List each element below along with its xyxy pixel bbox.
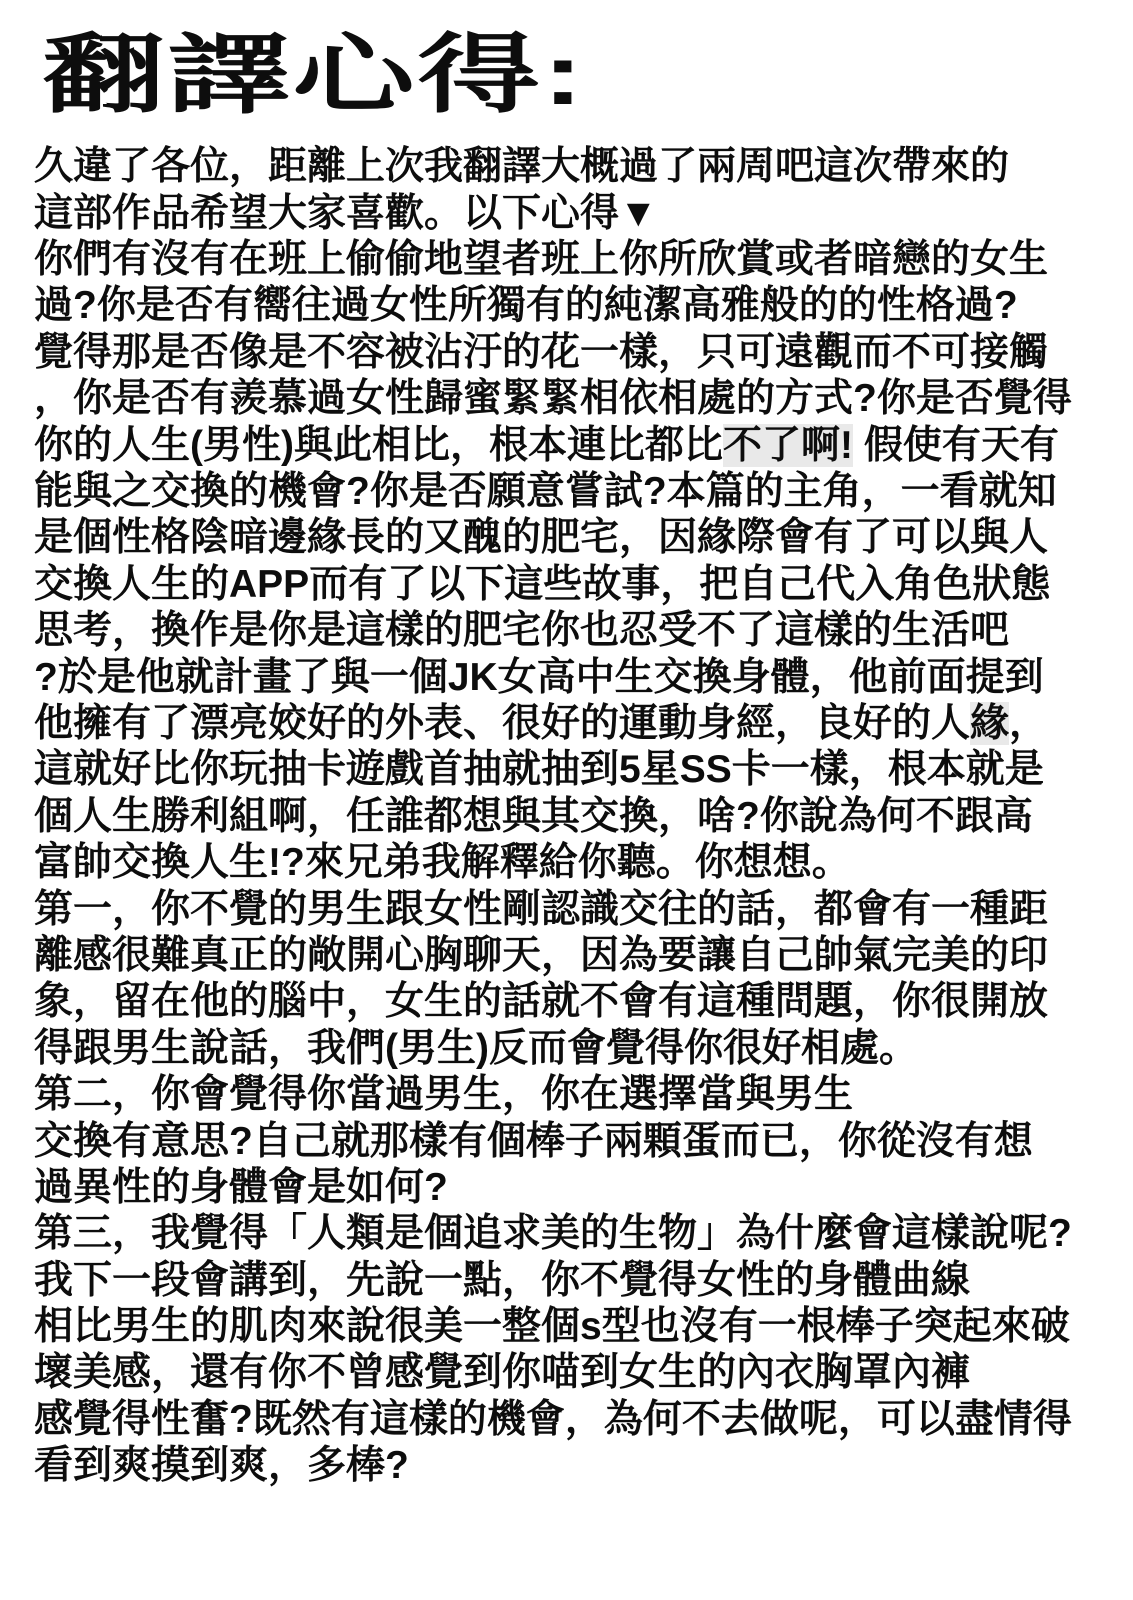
text-line [34, 423, 1133, 469]
text-segment: 壞美感，還有你不曾感覺到你喵到女生的內衣胸罩內褲 [34, 1351, 971, 1395]
text-segment: 交換人生的APP而有了以下這些故事，把自己代入角色狀態 [34, 562, 1051, 606]
text-line [34, 1350, 1133, 1396]
text-segment: 思考，換作是你是這樣的肥宅你也忍受不了這樣的生活吧 [34, 609, 1010, 653]
text-line [34, 562, 1133, 608]
text-line [34, 515, 1133, 561]
text-segment: 象，留在他的腦中，女生的話就不會有這種問題，你很開放 [34, 980, 1049, 1024]
text-segment: 交換有意思?自己就那樣有個棒子兩顆蛋而已，你從沒有想 [34, 1119, 1033, 1163]
text-line [34, 701, 1133, 747]
text-segment: 他擁有了漂亮姣好的外表、很好的運動身經，良好的人 [34, 701, 971, 745]
text-segment: 能與之交換的機會?你是否願意嘗試?本篇的主角，一看就知 [34, 470, 1057, 514]
text-segment: 我下一段會講到，先說一點，你不覺得女性的身體曲線 [34, 1258, 971, 1302]
text-line [34, 1165, 1133, 1211]
text-segment: 你們有沒有在班上偷偷地望者班上你所欣賞或者暗戀的女生 [34, 238, 1049, 282]
text-line [34, 655, 1133, 701]
text-segment: 覺得那是否像是不容被沾汙的花一樣，只可遠觀而不可接觸 [34, 330, 1049, 374]
text-line [34, 1072, 1133, 1118]
text-segment: ，你是否有羨慕過女性歸蜜緊緊相依相處的方式?你是否覺得 [34, 377, 1072, 421]
text-line [34, 608, 1133, 654]
text-segment: 你的人生(男性)與此相比，根本連比都比 [34, 423, 723, 467]
text-segment: 看到爽摸到爽，多棒? [34, 1444, 409, 1488]
text-line [34, 1119, 1133, 1165]
text-segment: 個人生勝利組啊，任誰都想與其交換，啥?你說為何不跟高 [34, 794, 1033, 838]
text-line [34, 840, 1133, 886]
text-line [34, 794, 1133, 840]
text-segment: 第一，你不覺的男生跟女性剛認識交往的話，都會有一種距 [34, 887, 1049, 931]
text-line [34, 191, 1133, 237]
text-segment: 過異性的身體會是如何? [34, 1165, 448, 1209]
text-segment: 假使有天有 [852, 423, 1059, 467]
text-segment: 相比男生的肌肉來說很美一整個s型也沒有一根棒子突起來破 [34, 1305, 1070, 1349]
text-segment: 這部作品希望大家喜歡。以下心得▼ [34, 191, 658, 235]
text-line [34, 1211, 1133, 1257]
text-segment: 感覺得性奮?既然有這樣的機會，為何不去做呢，可以盡情得 [34, 1397, 1072, 1441]
text-line [34, 283, 1133, 329]
text-line [34, 887, 1133, 933]
text-segment: 離感很難真正的敞開心胸聊天，因為要讓自己帥氣完美的印 [34, 933, 1049, 977]
text-segment: 富帥交換人生!?來兄弟我解釋給你聽。你想想。 [34, 841, 851, 885]
text-line [34, 469, 1133, 515]
highlight-patch: 不了啊! [722, 423, 853, 467]
text-segment: 第二，你會覺得你當過男生，你在選擇當與男生 [34, 1073, 854, 1117]
text-segment: ， [1009, 701, 1049, 745]
text-segment: 過?你是否有嚮往過女性所獨有的純潔高雅般的的性格過? [34, 284, 1018, 328]
text-segment: 得跟男生說話，我們(男生)反而會覺得你很好相處。 [34, 1026, 918, 1070]
text-line [34, 1304, 1133, 1350]
page-title: 翻譯心得: [42, 27, 586, 123]
text-segment: 第三，我覺得「人類是個追求美的生物」為什麼會這樣說呢? [34, 1212, 1072, 1256]
text-line [34, 933, 1133, 979]
text-segment: 這就好比你玩抽卡遊戲首抽就抽到5星SS卡一樣，根本就是 [34, 748, 1044, 792]
text-segment: 久違了各位，距離上次我翻譯大概過了兩周吧這次帶來的 [34, 145, 1010, 189]
text-line [34, 979, 1133, 1025]
text-line [34, 330, 1133, 376]
text-segment: 是個性格陰暗邊緣長的又醜的肥宅，因緣際會有了可以與人 [34, 516, 1049, 560]
text-line [34, 747, 1133, 793]
text-line [34, 1443, 1133, 1489]
text-line [34, 144, 1133, 190]
text-line [34, 1397, 1133, 1443]
text-line [34, 1258, 1133, 1304]
text-line [34, 1026, 1133, 1072]
text-segment: ?於是他就計畫了與一個JK女高中生交換身體，他前面提到 [34, 655, 1044, 699]
text-line [34, 237, 1133, 283]
highlight-patch: 緣 [970, 701, 1010, 745]
text-line [34, 376, 1133, 422]
notes-body [0, 144, 1133, 1489]
